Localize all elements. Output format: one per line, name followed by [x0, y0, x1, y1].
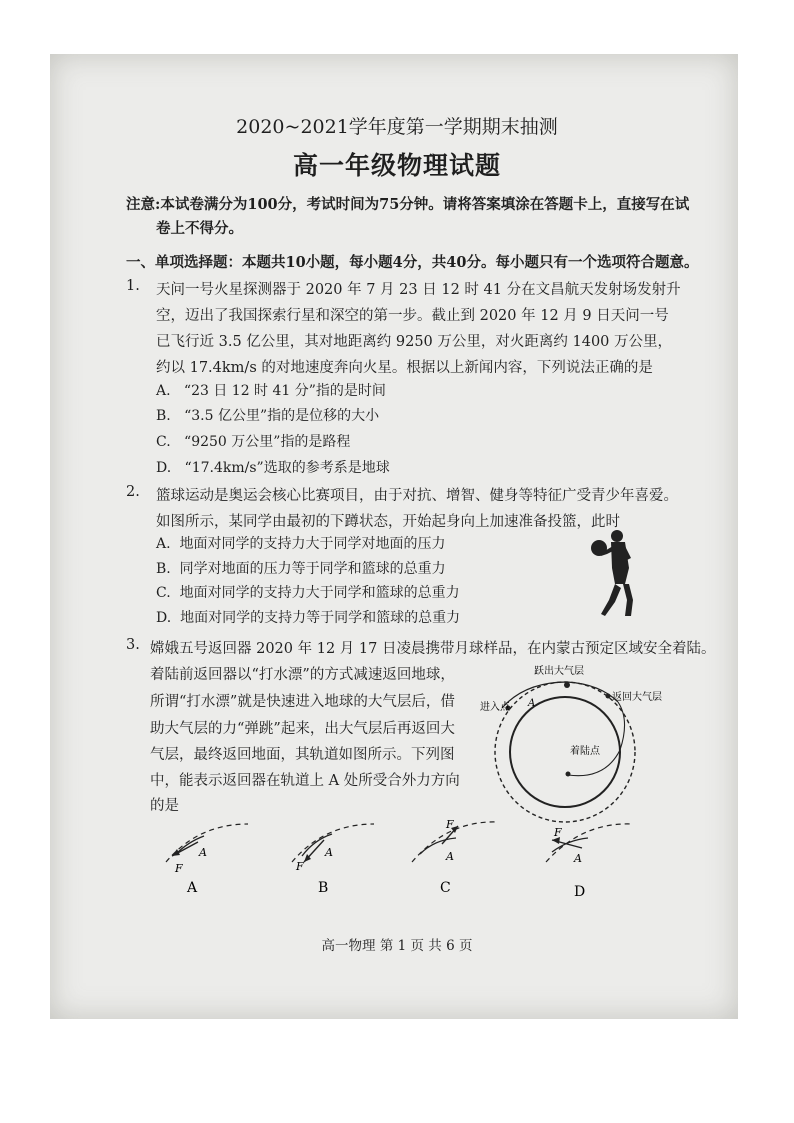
q3-number: 3.	[126, 637, 140, 653]
q1-line: 约以 17.4km/s 的对地速度奔向火星。根据以上新闻内容，下列说法正确的是	[156, 360, 653, 376]
svg-text:F: F	[296, 860, 304, 873]
orbit-label-return: 返回大气层	[612, 692, 662, 703]
notice-line-1: 注意:本试卷满分为100分，考试时间为75分钟。请将答案填涂在答题卡上，直接写在试	[126, 196, 690, 213]
q3-line: 着陆前返回器以“打水漂”的方式减速返回地球，	[150, 667, 455, 683]
q1-option-d: D. “17.4km/s”选取的参考系是地球	[156, 460, 390, 476]
choice-label-a: A	[187, 880, 198, 896]
choice-label-b: B	[318, 880, 329, 896]
orbit-label-exit: 跃出大气层	[534, 666, 584, 677]
q1-number: 1.	[126, 278, 140, 294]
q3-line: 中，能表示返回器在轨道上 A 处所受合外力方向	[150, 773, 460, 789]
q1-line: 已飞行近 3.5 亿公里，其对地距离约 9250 万公里，对火距离约 1400 万公里，	[156, 334, 673, 350]
notice-line-2: 卷上不得分。	[156, 220, 243, 237]
choice-label-d: D	[574, 884, 586, 900]
choice-figure-c	[408, 812, 518, 902]
q1-option-a: A. “23 日 12 时 41 分”指的是时间	[156, 383, 386, 399]
q2-line: 篮球运动是奥运会核心比赛项目，由于对抗、增智、健身等特征广受青少年喜爱。	[156, 488, 678, 504]
svg-text:A: A	[325, 846, 333, 859]
choice-label-c: C	[440, 880, 451, 896]
q1-line: 天问一号火星探测器于 2020 年 7 月 23 日 12 时 41 分在文昌航天发射场发射升	[156, 282, 681, 298]
q1-line: 空，迈出了我国探索行星和深空的第一步。截止到 2020 年 12 月 9 日天问一号	[156, 308, 669, 324]
svg-text:F: F	[175, 862, 183, 875]
q2-option-b: B. 同学对地面的压力等于同学和篮球的总重力	[156, 561, 446, 577]
paper-title: 高一年级物理试题	[292, 151, 501, 180]
svg-text:A: A	[574, 852, 582, 865]
q3-line: 所谓“打水漂”就是快速进入地球的大气层后，借	[150, 694, 455, 710]
orbit-label-land: 着陆点	[570, 746, 600, 757]
page-footer: 高一物理 第 1 页 共 6 页	[321, 938, 473, 954]
q3-line: 嫦娥五号返回器 2020 年 12 月 17 日凌晨携带月球样品，在内蒙古预定区域安全着陆。	[150, 641, 716, 657]
svg-text:F: F	[446, 818, 454, 831]
notice	[126, 193, 689, 241]
section-heading: 一、单项选择题：本题共10小题，每小题4分，共40分。每小题只有一个选项符合题意。	[126, 254, 699, 271]
q1-option-b: B. “3.5 亿公里”指的是位移的大小	[156, 408, 380, 424]
atmosphere-boundary	[495, 682, 635, 822]
q3-line: 气层，最终返回地面，其轨道如图所示。下列图	[150, 747, 455, 763]
q2-option-a: A. 地面对同学的支持力大于同学对地面的压力	[156, 536, 446, 552]
svg-text:A: A	[446, 850, 454, 863]
orbit-trajectory	[502, 682, 618, 708]
svg-text:A: A	[199, 846, 207, 859]
q3-line: 助大气层的力“弹跳”起来，出大气层后再返回大	[150, 721, 455, 737]
choice-figure-d	[538, 812, 648, 902]
orbit-diagram	[470, 660, 670, 830]
q2-option-c: C. 地面对同学的支持力大于同学和篮球的总重力	[156, 585, 460, 601]
earth-outline	[510, 697, 620, 807]
orbit-label-point: A	[528, 698, 536, 709]
q3-line: 的是	[150, 798, 179, 814]
q1-option-c: C. “9250 万公里”指的是路程	[156, 434, 351, 450]
choice-figure-b	[284, 812, 394, 902]
svg-text:F: F	[554, 826, 562, 839]
choice-figure-a	[158, 812, 268, 902]
basketball-player-figure	[585, 528, 645, 620]
orbit-label-enter: 进入点	[480, 702, 510, 713]
q2-line: 如图所示，某同学由最初的下蹲状态，开始起身向上加速准备投篮，此时	[156, 514, 620, 530]
q2-number: 2.	[126, 484, 140, 500]
exam-title: 2020~2021学年度第一学期期末抽测	[236, 116, 558, 138]
q2-option-d: D. 地面对同学的支持力等于同学和篮球的总重力	[156, 610, 461, 626]
